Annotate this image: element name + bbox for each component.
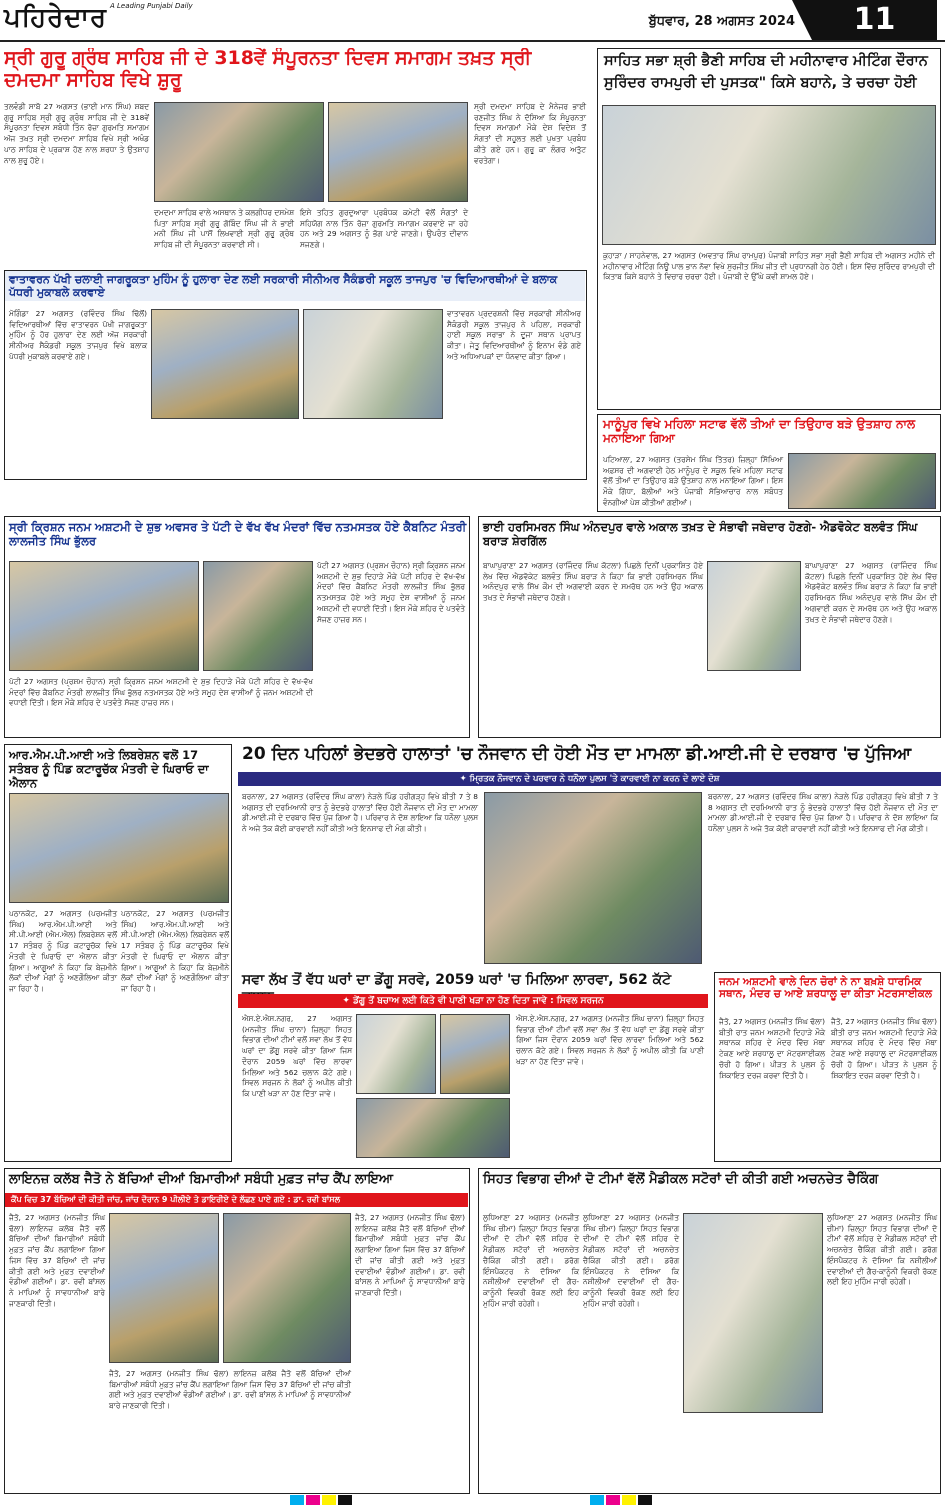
headline: ਭਾਈ ਹਰਸਿਮਰਨ ਸਿੰਘ ਅੰਨਦਪੁਰ ਵਾਲੇ ਅਕਾਲ ਤਖ਼ਤ ਦੇ ਸੰਭਾਵੀ ਜਥੇਦਾਰ ਹੋਣਗੇ- ਐਡਵੋਕੇਟ ਬਲਵੰਤ ਸਿੰਘ ਬਰਾੜ ਸ਼ੇਰਗਿੱਲ [483,520,918,548]
tagline: A Leading Punjabi Daily [110,2,193,10]
story-youth-death-dig [238,744,941,968]
story-body: ਦਮਦਮਾ ਸਾਹਿਬ ਵਾਲੇ ਅਸਥਾਨ ਤੇ ਕਲਗੀਧਰ ਦਸਮੇਸ਼ ਪਿਤਾ ਸਾਹਿਬ ਸ੍ਰੀ ਗੁਰੂ ਗੋਬਿੰਦ ਸਿੰਘ ਜੀ ਨੇ ਭਾਈ ਮਨੀ ਸਿੰਘ ਜੀ ਪਾਸੋਂ ਲਿਖਵਾਈ ਸ੍ਰੀ ਗੁਰੂ ਗ੍ਰੰਥ ਸਾਹਿਬ ਜੀ ਦੀ ਸੰਪੂਰਨਤਾ ਕਰਵਾਈ ਸੀ। [154,208,294,250]
color-swatch-yellow [322,1495,336,1505]
story-body: ਸ੍ਰੀ ਦਮਦਮਾ ਸਾਹਿਬ ਦੇ ਮੈਨੇਜਰ ਭਾਈ ਰਣਜੀਤ ਸਿੰਘ ਨੇ ਦੱਸਿਆ ਕਿ ਸੰਪੂਰਨਤਾ ਦਿਵਸ ਸਮਾਗਮਾਂ ਮੌਕੇ ਦੇਸ਼ ਵਿਦੇਸ਼ ਤੋਂ ਸੰਗਤਾਂ ਦੀ ਸਹੂਲਤ ਲਈ ਪੁਖਤਾ ਪ੍ਰਬੰਧ ਕੀਤੇ ਗਏ ਹਨ। ਗੁਰੂ ਕਾ ਲੰਗਰ ਅਤੁੱਟ ਵਰਤੇਗਾ। [474,102,586,165]
story-body: ਇਸੇ ਤਹਿਤ ਗੁਰਦੁਆਰਾ ਪ੍ਰਬੰਧਕ ਕਮੇਟੀ ਵੱਲੋਂ ਸੰਗਤਾਂ ਦੇ ਸਹਿਯੋਗ ਨਾਲ ਤਿੰਨ ਰੋਜ਼ਾ ਗੁਰਮਤਿ ਸਮਾਗਮ ਕਰਵਾਏ ਜਾ ਰਹੇ ਹਨ ਅਤੇ 29 ਅਗਸਤ ਨੂੰ ਭੋਗ ਪਾਏ ਜਾਣਗੇ। ਉਪਰੰਤ ਦੀਵਾਨ ਸਜਣਗੇ। [300,208,468,250]
star-bullet-icon: ✦ [459,774,470,784]
headline: ਸਿਹਤ ਵਿਭਾਗ ਦੀਆਂ ਦੋ ਟੀਮਾਂ ਵੱਲੋਂ ਮੈਡੀਕਲ ਸਟੋਰਾਂ ਦੀ ਕੀਤੀ ਗਈ ਅਚਨਚੇਤ ਚੈਕਿੰਗ [483,1172,879,1187]
color-swatch-cyan [290,1495,304,1505]
headline-line-2: ਸੁਰਿੰਦਰ ਰਾਮਪੁਰੀ ਦੀ ਪੁਸਤਕ" ਕਿਸੇ ਬਹਾਨੇ, ਤੇ ਚਰਚਾ ਹੋਈ [604,75,917,91]
photo-dengue-inspection [356,1098,510,1158]
color-swatch-black [338,1495,352,1505]
headline: ਵਾਤਾਵਰਨ ਪੱਖੀ ਚਲਾਈ ਜਾਗਰੂਕਤਾ ਮੁਹਿੰਮ ਨੂੰ ਹੁਲਾਰਾ ਦੇਣ ਲਈ ਸਰਕਾਰੀ ਸੀਨੀਅਰ ਸੈਕੰਡਰੀ ਸਕੂਲ ਤਾਜਪੁਰ 'ਚ ਵਿਦਿਆਰਥੀਆਂ ਦੇ ਬਲਾਕ ਪੱਧਰੀ ਮੁਕਾਬਲੇ ਕਰਵਾਏ [9,273,558,300]
story-body: ਲੁਧਿਆਣਾ 27 ਅਗਸਤ (ਮਨਜੀਤ ਸਿੰਘ ਚੀਮਾ) ਜ਼ਿਲ੍ਹਾ ਸਿਹਤ ਵਿਭਾਗ ਦੀਆਂ ਦੋ ਟੀਮਾਂ ਵੱਲੋਂ ਸ਼ਹਿਰ ਦੇ ਮੈਡੀਕਲ ਸਟੋਰਾਂ ਦੀ ਅਚਨਚੇਤ ਚੈਕਿੰਗ ਕੀਤੀ ਗਈ। ਡਰੱਗ ਇੰਸਪੈਕਟਰ ਨੇ ਦੱਸਿਆ ਕਿ ਨਸ਼ੀਲੀਆਂ ਦਵਾਈਆਂ ਦੀ ਗੈਰ-ਕਾਨੂੰਨੀ ਵਿਕਰੀ ਰੋਕਣ ਲਈ ਇਹ ਮੁਹਿੰਮ ਜਾਰੀ ਰਹੇਗੀ। [583,1213,679,1308]
story-janmashtami-minister [4,516,470,738]
star-bullet-icon: ✦ [342,996,354,1006]
story-body: ਪਠਾਨਕੋਟ, 27 ਅਗਸਤ (ਪਰਮਜੀਤ ਸਿੰਘ) ਆਰ.ਐਮ.ਪੀ.ਆਈ ਅਤੇ ਸੀ.ਪੀ.ਆਈ (ਐਮ.ਐਲ) ਲਿਬਰੇਸ਼ਨ ਵਲੋਂ 17 ਸਤੰਬਰ ਨੂੰ ਪਿੰਡ ਕਟਾਰੂਚੱਕ ਵਿਖੇ ਮੰਤਰੀ ਦੇ ਘਿਰਾਓ ਦਾ ਐਲਾਨ ਕੀਤਾ ਗਿਆ। ਆਗੂਆਂ ਨੇ ਕਿਹਾ ਕਿ ਬੇਜ਼ਮੀਨੇ ਲੋਕਾਂ ਦੀਆਂ ਮੰਗਾਂ ਨੂੰ ਅਣਗੌਲਿਆ ਕੀਤਾ ਜਾ ਰਿਹਾ ਹੈ। [121,909,229,994]
headline-line-1: ਸਾਹਿਤ ਸਭਾ ਸ਼੍ਰੀ ਭੈਣੀ ਸਾਹਿਬ ਦੀ ਮਹੀਨਾਵਾਰ ਮੀਟਿੰਗ ਦੌਰਾਨ [604,53,928,69]
story-body: ਤਲਵੰਡੀ ਸਾਬੋ 27 ਅਗਸਤ (ਭਾਈ ਮਾਨ ਸਿੰਘ) ਸ਼ਬਦ ਗੁਰੂ ਸਾਹਿਬ ਸ੍ਰੀ ਗੁਰੂ ਗ੍ਰੰਥ ਸਾਹਿਬ ਜੀ ਦੇ 318ਵੇਂ ਸੰਪੂਰਨਤਾ ਦਿਵਸ ਸਬੰਧੀ ਤਿੰਨ ਰੋਜ਼ਾ ਗੁਰਮਤਿ ਸਮਾਗਮ ਅੱਜ ਤਖ਼ਤ ਸ੍ਰੀ ਦਮਦਮਾ ਸਾਹਿਬ ਵਿਖੇ ਸ੍ਰੀ ਅਖੰਡ ਪਾਠ ਸਾਹਿਬ ਦੇ ਪ੍ਰਕਾਸ਼ ਹੋਣ ਨਾਲ ਸ਼ਰਧਾ ਤੇ ਉਤਸ਼ਾਹ ਨਾਲ ਸ਼ੁਰੂ ਹੋਏ। [4,102,149,165]
color-swatch-magenta [606,1495,620,1505]
story-temple-theft [714,972,941,1162]
subheadline: ਕੈਂਪ ਵਿਚ 37 ਬੱਚਿਆਂ ਦੀ ਕੀਤੀ ਜਾਂਚ, ਜਾਂਚ ਦੌਰਾਨ 9 ਪੀਲੀਏ ਤੇ ਡਾਇਰੀਏ ਦੇ ਲੱਛਣ ਪਾਏ ਗਏ : ਡਾ. ਰਵੀ ਬਾਂਸਲ [5,1193,468,1207]
subheadline: ✦ ਡੇਂਗੂ ਤੋਂ ਬਚਾਅ ਲਈ ਕਿਤੇ ਵੀ ਪਾਣੀ ਖੜਾ ਨਾ ਹੋਣ ਦਿਤਾ ਜਾਵੇ : ਸਿਵਲ ਸਰਜਨ [238,994,708,1008]
story-body: ਐਸ.ਏ.ਐਸ.ਨਗਰ, 27 ਅਗਸਤ (ਮਨਜੀਤ ਸਿੰਘ ਚਾਨਾ) ਜ਼ਿਲ੍ਹਾ ਸਿਹਤ ਵਿਭਾਗ ਦੀਆਂ ਟੀਮਾਂ ਵਲੋਂ ਸਵਾ ਲੱਖ ਤੋਂ ਵੱਧ ਘਰਾਂ ਦਾ ਡੇਂਗੂ ਸਰਵੇ ਕੀਤਾ ਗਿਆ ਜਿਸ ਦੌਰਾਨ 2059 ਘਰਾਂ ਵਿੱਚ ਲਾਰਵਾ ਮਿਲਿਆ ਅਤੇ 562 ਚਲਾਨ ਕੱਟੇ ਗਏ। ਸਿਵਲ ਸਰਜਨ ਨੇ ਲੋਕਾਂ ਨੂੰ ਅਪੀਲ ਕੀਤੀ ਕਿ ਪਾਣੀ ਖੜਾ ਨਾ ਹੋਣ ਦਿੱਤਾ ਜਾਵੇ। [242,1014,352,1099]
headline: ਆਰ.ਐਮ.ਪੀ.ਆਈ ਅਤੇ ਲਿਬਰੇਸ਼ਨ ਵਲੋਂ 17 ਸਤੰਬਰ ਨੂੰ ਪਿੰਡ ਕਟਾਰੂਚੱਕ ਮੰਤਰੀ ਦੇ ਘਿਰਾਓ ਦਾ ਐਲਾਨ [9,748,209,790]
story-body: ਲੁਧਿਆਣਾ 27 ਅਗਸਤ (ਮਨਜੀਤ ਸਿੰਘ ਚੀਮਾ) ਜ਼ਿਲ੍ਹਾ ਸਿਹਤ ਵਿਭਾਗ ਦੀਆਂ ਦੋ ਟੀਮਾਂ ਵੱਲੋਂ ਸ਼ਹਿਰ ਦੇ ਮੈਡੀਕਲ ਸਟੋਰਾਂ ਦੀ ਅਚਨਚੇਤ ਚੈਕਿੰਗ ਕੀਤੀ ਗਈ। ਡਰੱਗ ਇੰਸਪੈਕਟਰ ਨੇ ਦੱਸਿਆ ਕਿ ਨਸ਼ੀਲੀਆਂ ਦਵਾਈਆਂ ਦੀ ਗੈਰ-ਕਾਨੂੰਨੀ ਵਿਕਰੀ ਰੋਕਣ ਲਈ ਇਹ ਮੁਹਿੰਮ ਜਾਰੀ ਰਹੇਗੀ। [827,1213,937,1287]
story-body: ਜੈਤੋ, 27 ਅਗਸਤ (ਮਨਜੀਤ ਸਿੰਘ ਢੱਲਾ) ਬੀਤੀ ਰਾਤ ਜਨਮ ਅਸ਼ਟਮੀ ਦਿਹਾੜੇ ਮੌਕੇ ਸਥਾਨਕ ਸ਼ਹਿਰ ਦੇ ਮੰਦਰ ਵਿੱਚ ਮੱਥਾ ਟੇਕਣ ਆਏ ਸ਼ਰਧਾਲੂ ਦਾ ਮੋਟਰਸਾਈਕਲ ਚੋਰੀ ਹੋ ਗਿਆ। ਪੀੜਤ ਨੇ ਪੁਲਸ ਨੂੰ ਸ਼ਿਕਾਇਤ ਦਰਜ ਕਰਵਾ ਦਿੱਤੀ ਹੈ। [831,1017,937,1080]
photo-family-dig-office [484,792,702,964]
photo-women-staff [788,453,936,509]
color-swatch-black [638,1495,652,1505]
story-body: ਬਾਘਾਪੁਰਾਣਾ 27 ਅਗਸਤ (ਰਾਜਿੰਦਰ ਸਿੰਘ ਕੋਟਲਾ) ਪਿਛਲੇ ਦਿਨੀਂ ਪ੍ਰਕਾਸ਼ਿਤ ਹੋਏ ਲੇਖ ਵਿੱਚ ਐਡਵੋਕੇਟ ਬਲਵੰਤ ਸਿੰਘ ਬਰਾੜ ਨੇ ਕਿਹਾ ਕਿ ਭਾਈ ਹਰਸਿਮਰਨ ਸਿੰਘ ਅਨੰਦਪੁਰ ਵਾਲੇ ਸਿੱਖ ਕੌਮ ਦੀ ਅਗਵਾਈ ਕਰਨ ਦੇ ਸਮਰੱਥ ਹਨ ਅਤੇ ਉਹ ਅਕਾਲ ਤਖ਼ਤ ਦੇ ਸੰਭਾਵੀ ਜਥੇਦਾਰ ਹੋਣਗੇ। [483,561,703,603]
photo-group-gathering [602,105,936,245]
story-body: ਬਰਨਾਲਾ, 27 ਅਗਸਤ (ਰਵਿੰਦਰ ਸਿੰਘ ਕਾਲਾ) ਨੇੜਲੇ ਪਿੰਡ ਹਰੀਗੜ੍ਹ ਵਿਖੇ ਬੀਤੀ 7 ਤੇ 8 ਅਗਸਤ ਦੀ ਦਰਮਿਆਨੀ ਰਾਤ ਨੂੰ ਭੇਦਭਰੇ ਹਾਲਾਤਾਂ ਵਿੱਚ ਹੋਈ ਨੌਜਵਾਨ ਦੀ ਮੌਤ ਦਾ ਮਾਮਲਾ ਡੀ.ਆਈ.ਜੀ ਦੇ ਦਰਬਾਰ ਵਿੱਚ ਪੁੱਜ ਗਿਆ ਹੈ। ਪਰਿਵਾਰ ਨੇ ਦੋਸ਼ ਲਾਇਆ ਕਿ ਧਨੌਲਾ ਪੁਲਸ ਨੇ ਅਜੇ ਤੱਕ ਕੋਈ ਕਾਰਵਾਈ ਨਹੀਂ ਕੀਤੀ ਅਤੇ ਇਨਸਾਫ ਦੀ ਮੰਗ ਕੀਤੀ। [708,792,938,834]
photo-students-certificates [151,309,299,419]
story-body: ਜੈਤੋ, 27 ਅਗਸਤ (ਮਨਜੀਤ ਸਿੰਘ ਢੱਲਾ) ਬੀਤੀ ਰਾਤ ਜਨਮ ਅਸ਼ਟਮੀ ਦਿਹਾੜੇ ਮੌਕੇ ਸਥਾਨਕ ਸ਼ਹਿਰ ਦੇ ਮੰਦਰ ਵਿੱਚ ਮੱਥਾ ਟੇਕਣ ਆਏ ਸ਼ਰਧਾਲੂ ਦਾ ਮੋਟਰਸਾਈਕਲ ਚੋਰੀ ਹੋ ਗਿਆ। ਪੀੜਤ ਨੇ ਪੁਲਸ ਨੂੰ ਸ਼ਿਕਾਇਤ ਦਰਜ ਕਰਵਾ ਦਿੱਤੀ ਹੈ। [719,1017,825,1080]
headline: ਮਾਨੂੰਪੁਰ ਵਿਖੇ ਮਹਿਲਾ ਸਟਾਫ ਵੱਲੋਂ ਤੀਆਂ ਦਾ ਤਿਉਹਾਰ ਬੜੇ ਉਤਸ਼ਾਹ ਨਾਲ ਮਨਾਇਆ ਗਿਆ [603,417,916,445]
story-granth-sahib [4,48,587,266]
issue-date: ਬੁੱਧਵਾਰ, 28 ਅਗਸਤ 2024 [648,14,795,29]
story-teeyan-festival [597,414,941,512]
story-body: ਬਾਘਾਪੁਰਾਣਾ 27 ਅਗਸਤ (ਰਾਜਿੰਦਰ ਸਿੰਘ ਕੋਟਲਾ) ਪਿਛਲੇ ਦਿਨੀਂ ਪ੍ਰਕਾਸ਼ਿਤ ਹੋਏ ਲੇਖ ਵਿੱਚ ਐਡਵੋਕੇਟ ਬਲਵੰਤ ਸਿੰਘ ਬਰਾੜ ਨੇ ਕਿਹਾ ਕਿ ਭਾਈ ਹਰਸਿਮਰਨ ਸਿੰਘ ਅਨੰਦਪੁਰ ਵਾਲੇ ਸਿੱਖ ਕੌਮ ਦੀ ਅਗਵਾਈ ਕਰਨ ਦੇ ਸਮਰੱਥ ਹਨ ਅਤੇ ਉਹ ਅਕਾਲ ਤਖ਼ਤ ਦੇ ਸੰਭਾਵੀ ਜਥੇਦਾਰ ਹੋਣਗੇ। [805,561,937,624]
photo-students-group [303,309,443,419]
story-medical-store-checking [478,1168,941,1494]
story-body: ਪੱਟੀ 27 ਅਗਸਤ (ਪ੍ਰਸ਼ਮ ਚੌਹਾਨ) ਸ੍ਰੀ ਕ੍ਰਿਸ਼ਨ ਜਨਮ ਅਸ਼ਟਮੀ ਦੇ ਸ਼ੁਭ ਦਿਹਾੜੇ ਮੌਕੇ ਪੱਟੀ ਸ਼ਹਿਰ ਦੇ ਵੱਖ-ਵੱਖ ਮੰਦਰਾਂ ਵਿੱਚ ਕੈਬਨਿਟ ਮੰਤਰੀ ਲਾਲਜੀਤ ਸਿੰਘ ਭੁੱਲਰ ਨਤਮਸਤਕ ਹੋਏ ਅਤੇ ਸਮੂਹ ਦੇਸ਼ ਵਾਸੀਆਂ ਨੂੰ ਜਨਮ ਅਸ਼ਟਮੀ ਦੀ ਵਧਾਈ ਦਿੱਤੀ। ਇਸ ਮੌਕੇ ਸ਼ਹਿਰ ਦੇ ਪਤਵੰਤੇ ਸੱਜਣ ਹਾਜ਼ਰ ਸਨ। [317,561,465,624]
headline: ਸ੍ਰੀ ਕ੍ਰਿਸ਼ਨ ਜਨਮ ਅਸ਼ਟਮੀ ਦੇ ਸ਼ੁਭ ਅਵਸਰ ਤੇ ਪੱਟੀ ਦੇ ਵੱਖ ਵੱਖ ਮੰਦਰਾਂ ਵਿੱਚ ਨਤਮਸਤਕ ਹੋਏ ਕੈਬਨਿਟ ਮੰਤਰੀ ਲਾਲਜੀਤ ਸਿੰਘ ਭੁੱਲਰ [9,520,467,548]
photo-devotees [203,561,313,671]
newspaper-logo: ਪਹਿਰੇਦਾਰ [4,3,107,33]
story-body: ਵਾਤਾਵਰਨ ਪ੍ਰਦਰਸ਼ਨੀ ਵਿੱਚ ਸਰਕਾਰੀ ਸੀਨੀਅਰ ਸੈਕੰਡਰੀ ਸਕੂਲ ਤਾਜਪੁਰ ਨੇ ਪਹਿਲਾ, ਸਰਕਾਰੀ ਹਾਈ ਸਕੂਲ ਸਰਾਭਾ ਨੇ ਦੂਜਾ ਸਥਾਨ ਪ੍ਰਾਪਤ ਕੀਤਾ। ਜੇਤੂ ਵਿਦਿਆਰਥੀਆਂ ਨੂੰ ਇਨਾਮ ਵੰਡੇ ਗਏ ਅਤੇ ਅਧਿਆਪਕਾਂ ਦਾ ਧੰਨਵਾਦ ਕੀਤਾ ਗਿਆ। [447,309,581,361]
masthead [0,0,945,42]
page-number-notch [792,0,812,40]
color-swatch-yellow [622,1495,636,1505]
photo-doctor-checkup [109,1213,219,1363]
story-body: ਐਸ.ਏ.ਐਸ.ਨਗਰ, 27 ਅਗਸਤ (ਮਨਜੀਤ ਸਿੰਘ ਚਾਨਾ) ਜ਼ਿਲ੍ਹਾ ਸਿਹਤ ਵਿਭਾਗ ਦੀਆਂ ਟੀਮਾਂ ਵਲੋਂ ਸਵਾ ਲੱਖ ਤੋਂ ਵੱਧ ਘਰਾਂ ਦਾ ਡੇਂਗੂ ਸਰਵੇ ਕੀਤਾ ਗਿਆ ਜਿਸ ਦੌਰਾਨ 2059 ਘਰਾਂ ਵਿੱਚ ਲਾਰਵਾ ਮਿਲਿਆ ਅਤੇ 562 ਚਲਾਨ ਕੱਟੇ ਗਏ। ਸਿਵਲ ਸਰਜਨ ਨੇ ਲੋਕਾਂ ਨੂੰ ਅਪੀਲ ਕੀਤੀ ਕਿ ਪਾਣੀ ਖੜਾ ਨਾ ਹੋਣ ਦਿੱਤਾ ਜਾਵੇ। [516,1014,704,1066]
headline: ਸ੍ਰੀ ਗੁਰੂ ਗ੍ਰੰਥ ਸਾਹਿਬ ਜੀ ਦੇ 318ਵੇਂ ਸੰਪੂਰਨਤਾ ਦਿਵਸ ਸਮਾਗਮ ਤਖ਼ਤ ਸ੍ਰੀ ਦਮਦਮਾ ਸਾਹਿਬ ਵਿਖੇ ਸ਼ੁਰੂ [4,48,532,91]
photo-gurdwara [328,102,468,202]
photo-minister-temple [9,561,199,671]
photo-medical-store [683,1213,823,1413]
story-dengue-survey [238,972,708,1162]
story-lions-club-camp [4,1168,470,1494]
story-sahit-sabha [597,48,941,410]
story-environment-school [4,270,587,480]
color-swatch-cyan [590,1495,604,1505]
story-body: ਮੋਗਿੰਡਾ 27 ਅਗਸਤ (ਰਵਿੰਦਰ ਸਿੰਘ ਢਿੱਲੋਂ) ਵਿਦਿਆਰਥੀਆਂ ਵਿੱਚ ਵਾਤਾਵਰਨ ਪੱਖੀ ਜਾਗਰੂਕਤਾ ਮੁਹਿੰਮ ਨੂੰ ਹੋਰ ਹੁਲਾਰਾ ਦੇਣ ਲਈ ਅੱਜ ਸਰਕਾਰੀ ਸੀਨੀਅਰ ਸੈਕੰਡਰੀ ਸਕੂਲ ਤਾਜਪੁਰ ਵਿਖੇ ਬਲਾਕ ਪੱਧਰੀ ਮੁਕਾਬਲੇ ਕਰਵਾਏ ਗਏ। [9,309,147,361]
photo-dengue-team-1 [356,1014,436,1094]
story-body: ਜੈਤੋ, 27 ਅਗਸਤ (ਮਨਜੀਤ ਸਿੰਘ ਢੱਲਾ) ਲਾਇਨਜ਼ ਕਲੱਬ ਜੈਤੋ ਵਲੋਂ ਬੱਚਿਆਂ ਦੀਆਂ ਬਿਮਾਰੀਆਂ ਸਬੰਧੀ ਮੁਫ਼ਤ ਜਾਂਚ ਕੈਂਪ ਲਗਾਇਆ ਗਿਆ ਜਿਸ ਵਿੱਚ 37 ਬੱਚਿਆਂ ਦੀ ਜਾਂਚ ਕੀਤੀ ਗਈ ਅਤੇ ਮੁਫ਼ਤ ਦਵਾਈਆਂ ਵੰਡੀਆਂ ਗਈਆਂ। ਡਾ. ਰਵੀ ਬਾਂਸਲ ਨੇ ਮਾਪਿਆਂ ਨੂੰ ਸਾਵਧਾਨੀਆਂ ਬਾਰੇ ਜਾਣਕਾਰੀ ਦਿੱਤੀ। [9,1213,105,1308]
headline: 20 ਦਿਨ ਪਹਿਲਾਂ ਭੇਦਭਰੇ ਹਾਲਾਤਾਂ 'ਚ ਨੌਜਵਾਨ ਦੀ ਹੋਈ ਮੌਤ ਦਾ ਮਾਮਲਾ ਡੀ.ਆਈ.ਜੀ ਦੇ ਦਰਬਾਰ 'ਚ ਪੁੱਜਿਆ [242,744,912,764]
photo-children-camp [223,1213,351,1363]
story-body: ਪੱਟੀ 27 ਅਗਸਤ (ਪ੍ਰਸ਼ਮ ਚੌਹਾਨ) ਸ੍ਰੀ ਕ੍ਰਿਸ਼ਨ ਜਨਮ ਅਸ਼ਟਮੀ ਦੇ ਸ਼ੁਭ ਦਿਹਾੜੇ ਮੌਕੇ ਪੱਟੀ ਸ਼ਹਿਰ ਦੇ ਵੱਖ-ਵੱਖ ਮੰਦਰਾਂ ਵਿੱਚ ਕੈਬਨਿਟ ਮੰਤਰੀ ਲਾਲਜੀਤ ਸਿੰਘ ਭੁੱਲਰ ਨਤਮਸਤਕ ਹੋਏ ਅਤੇ ਸਮੂਹ ਦੇਸ਼ ਵਾਸੀਆਂ ਨੂੰ ਜਨਮ ਅਸ਼ਟਮੀ ਦੀ ਵਧਾਈ ਦਿੱਤੀ। ਇਸ ਮੌਕੇ ਸ਼ਹਿਰ ਦੇ ਪਤਵੰਤੇ ਸੱਜਣ ਹਾਜ਼ਰ ਸਨ। [9,677,313,708]
subheadline: ✦ ਮ੍ਰਿਤਕ ਨੌਜਵਾਨ ਦੇ ਪਰਵਾਰ ਨੇ ਧਨੌਲਾ ਪੁਲਸ 'ਤੇ ਕਾਰਵਾਈ ਨਾ ਕਰਨ ਦੇ ਲਾਏ ਦੋਸ਼ [238,772,941,786]
story-body: ਬਰਨਾਲਾ, 27 ਅਗਸਤ (ਰਵਿੰਦਰ ਸਿੰਘ ਕਾਲਾ) ਨੇੜਲੇ ਪਿੰਡ ਹਰੀਗੜ੍ਹ ਵਿਖੇ ਬੀਤੀ 7 ਤੇ 8 ਅਗਸਤ ਦੀ ਦਰਮਿਆਨੀ ਰਾਤ ਨੂੰ ਭੇਦਭਰੇ ਹਾਲਾਤਾਂ ਵਿੱਚ ਹੋਈ ਨੌਜਵਾਨ ਦੀ ਮੌਤ ਦਾ ਮਾਮਲਾ ਡੀ.ਆਈ.ਜੀ ਦੇ ਦਰਬਾਰ ਵਿੱਚ ਪੁੱਜ ਗਿਆ ਹੈ। ਪਰਿਵਾਰ ਨੇ ਦੋਸ਼ ਲਾਇਆ ਕਿ ਧਨੌਲਾ ਪੁਲਸ ਨੇ ਅਜੇ ਤੱਕ ਕੋਈ ਕਾਰਵਾਈ ਨਹੀਂ ਕੀਤੀ ਅਤੇ ਇਨਸਾਫ ਦੀ ਮੰਗ ਕੀਤੀ। [242,792,478,834]
story-body: ਜੈਤੋ, 27 ਅਗਸਤ (ਮਨਜੀਤ ਸਿੰਘ ਢੱਲਾ) ਲਾਇਨਜ਼ ਕਲੱਬ ਜੈਤੋ ਵਲੋਂ ਬੱਚਿਆਂ ਦੀਆਂ ਬਿਮਾਰੀਆਂ ਸਬੰਧੀ ਮੁਫ਼ਤ ਜਾਂਚ ਕੈਂਪ ਲਗਾਇਆ ਗਿਆ ਜਿਸ ਵਿੱਚ 37 ਬੱਚਿਆਂ ਦੀ ਜਾਂਚ ਕੀਤੀ ਗਈ ਅਤੇ ਮੁਫ਼ਤ ਦਵਾਈਆਂ ਵੰਡੀਆਂ ਗਈਆਂ। ਡਾ. ਰਵੀ ਬਾਂਸਲ ਨੇ ਮਾਪਿਆਂ ਨੂੰ ਸਾਵਧਾਨੀਆਂ ਬਾਰੇ ਜਾਣਕਾਰੀ ਦਿੱਤੀ। [355,1213,465,1298]
story-body: ਕੁਹਾੜਾ / ਸਾਹਨੇਵਾਲ, 27 ਅਗਸਤ (ਅਵਤਾਰ ਸਿੰਘ ਰਾਮਪੁਰ) ਪੰਜਾਬੀ ਸਾਹਿਤ ਸਭਾ ਸ੍ਰੀ ਭੈਣੀ ਸਾਹਿਬ ਦੀ ਅਗਸਤ ਮਹੀਨੇ ਦੀ ਮਹੀਨਾਵਾਰ ਮੀਟਿੰਗ ਨਿਊ ਪਾਲ ਭਾਨ ਨੋਵਾ ਵਿਖੇ ਸੁਰਜੀਤ ਸਿੰਘ ਜੀਤ ਦੀ ਪ੍ਰਧਾਨਗੀ ਹੇਠ ਹੋਈ। ਇਸ ਵਿੱਚ ਸੁਰਿੰਦਰ ਰਾਮਪੁਰੀ ਦੀ ਕਿਤਾਬ ਕਿਸੇ ਬਹਾਨੇ ਤੇ ਵਿਚਾਰ ਚਰਚਾ ਹੋਈ। ਪੰਜਾਬੀ ਦੇ ਉੱਘੇ ਕਵੀ ਸ਼ਾਮਲ ਹੋਏ। [603,251,935,282]
story-body: ਪਠਾਨਕੋਟ, 27 ਅਗਸਤ (ਪਰਮਜੀਤ ਸਿੰਘ) ਆਰ.ਐਮ.ਪੀ.ਆਈ ਅਤੇ ਸੀ.ਪੀ.ਆਈ (ਐਮ.ਐਲ) ਲਿਬਰੇਸ਼ਨ ਵਲੋਂ 17 ਸਤੰਬਰ ਨੂੰ ਪਿੰਡ ਕਟਾਰੂਚੱਕ ਵਿਖੇ ਮੰਤਰੀ ਦੇ ਘਿਰਾਓ ਦਾ ਐਲਾਨ ਕੀਤਾ ਗਿਆ। ਆਗੂਆਂ ਨੇ ਕਿਹਾ ਕਿ ਬੇਜ਼ਮੀਨੇ ਲੋਕਾਂ ਦੀਆਂ ਮੰਗਾਂ ਨੂੰ ਅਣਗੌਲਿਆ ਕੀਤਾ ਜਾ ਰਿਹਾ ਹੈ। [9,909,117,994]
story-rmpi-protest [4,744,232,1162]
photo-sikh-leaders [154,102,324,202]
photo-dengue-team-2 [440,1014,510,1094]
photo-advocate [707,561,801,671]
story-body: ਜੈਤੋ, 27 ਅਗਸਤ (ਮਨਜੀਤ ਸਿੰਘ ਢੱਲਾ) ਲਾਇਨਜ਼ ਕਲੱਬ ਜੈਤੋ ਵਲੋਂ ਬੱਚਿਆਂ ਦੀਆਂ ਬਿਮਾਰੀਆਂ ਸਬੰਧੀ ਮੁਫ਼ਤ ਜਾਂਚ ਕੈਂਪ ਲਗਾਇਆ ਗਿਆ ਜਿਸ ਵਿੱਚ 37 ਬੱਚਿਆਂ ਦੀ ਜਾਂਚ ਕੀਤੀ ਗਈ ਅਤੇ ਮੁਫ਼ਤ ਦਵਾਈਆਂ ਵੰਡੀਆਂ ਗਈਆਂ। ਡਾ. ਰਵੀ ਬਾਂਸਲ ਨੇ ਮਾਪਿਆਂ ਨੂੰ ਸਾਵਧਾਨੀਆਂ ਬਾਰੇ ਜਾਣਕਾਰੀ ਦਿੱਤੀ। [109,1369,351,1411]
headline: ਸਵਾ ਲੱਖ ਤੋਂ ਵੱਧ ਘਰਾਂ ਦਾ ਡੇਂਗੂ ਸਰਵੇ, 2059 ਘਰਾਂ 'ਚ ਮਿਲਿਆ ਲਾਰਵਾ, 562 ਕੱਟੇ [242,972,672,988]
story-body: ਪਟਿਆਲਾ, 27 ਅਗਸਤ (ਤਰਸੇਮ ਸਿੰਘ ਤਿੱਤਰ) ਜ਼ਿਲ੍ਹਾ ਸਿੱਖਿਆ ਅਫ਼ਸਰ ਦੀ ਅਗਵਾਈ ਹੇਠ ਮਾਨੂੰਪੁਰ ਦੇ ਸਕੂਲ ਵਿਖੇ ਮਹਿਲਾ ਸਟਾਫ ਵੱਲੋਂ ਤੀਆਂ ਦਾ ਤਿਉਹਾਰ ਬੜੇ ਉਤਸ਼ਾਹ ਨਾਲ ਮਨਾਇਆ ਗਿਆ। ਇਸ ਮੌਕੇ ਗਿੱਧਾ, ਬੋਲੀਆਂ ਅਤੇ ਪੰਜਾਬੀ ਸੱਭਿਆਚਾਰ ਨਾਲ ਸਬੰਧਤ ਵੰਨਗੀਆਂ ਪੇਸ਼ ਕੀਤੀਆਂ ਗਈਆਂ। [603,455,783,507]
photo-meeting [9,793,229,903]
page-number: 11 [812,0,937,40]
color-swatch-magenta [306,1495,320,1505]
story-akal-takht [478,516,941,738]
headline: ਲਾਇਨਜ਼ ਕਲੱਬ ਜੈਤੋ ਨੇ ਬੱਚਿਆਂ ਦੀਆਂ ਬਿਮਾਰੀਆਂ ਸਬੰਧੀ ਮੁਫ਼ਤ ਜਾਂਚ ਕੈਂਪ ਲਾਇਆ [9,1172,393,1187]
story-body: ਲੁਧਿਆਣਾ 27 ਅਗਸਤ (ਮਨਜੀਤ ਸਿੰਘ ਚੀਮਾ) ਜ਼ਿਲ੍ਹਾ ਸਿਹਤ ਵਿਭਾਗ ਦੀਆਂ ਦੋ ਟੀਮਾਂ ਵੱਲੋਂ ਸ਼ਹਿਰ ਦੇ ਮੈਡੀਕਲ ਸਟੋਰਾਂ ਦੀ ਅਚਨਚੇਤ ਚੈਕਿੰਗ ਕੀਤੀ ਗਈ। ਡਰੱਗ ਇੰਸਪੈਕਟਰ ਨੇ ਦੱਸਿਆ ਕਿ ਨਸ਼ੀਲੀਆਂ ਦਵਾਈਆਂ ਦੀ ਗੈਰ-ਕਾਨੂੰਨੀ ਵਿਕਰੀ ਰੋਕਣ ਲਈ ਇਹ ਮੁਹਿੰਮ ਜਾਰੀ ਰਹੇਗੀ। [483,1213,579,1308]
headline: ਜਨਮ ਅਸ਼ਟਮੀ ਵਾਲੇ ਦਿਨ ਚੋਰਾਂ ਨੇ ਨਾ ਬਖ਼ਸ਼ੇ ਧਾਰਮਿਕ ਸਥਾਨ, ਮੰਦਰ ਚ ਆਏ ਸ਼ਰਧਾਲੂ ਦਾ ਕੀਤਾ ਮੋਟਰਸਾਈਕਲ [719,976,933,1001]
